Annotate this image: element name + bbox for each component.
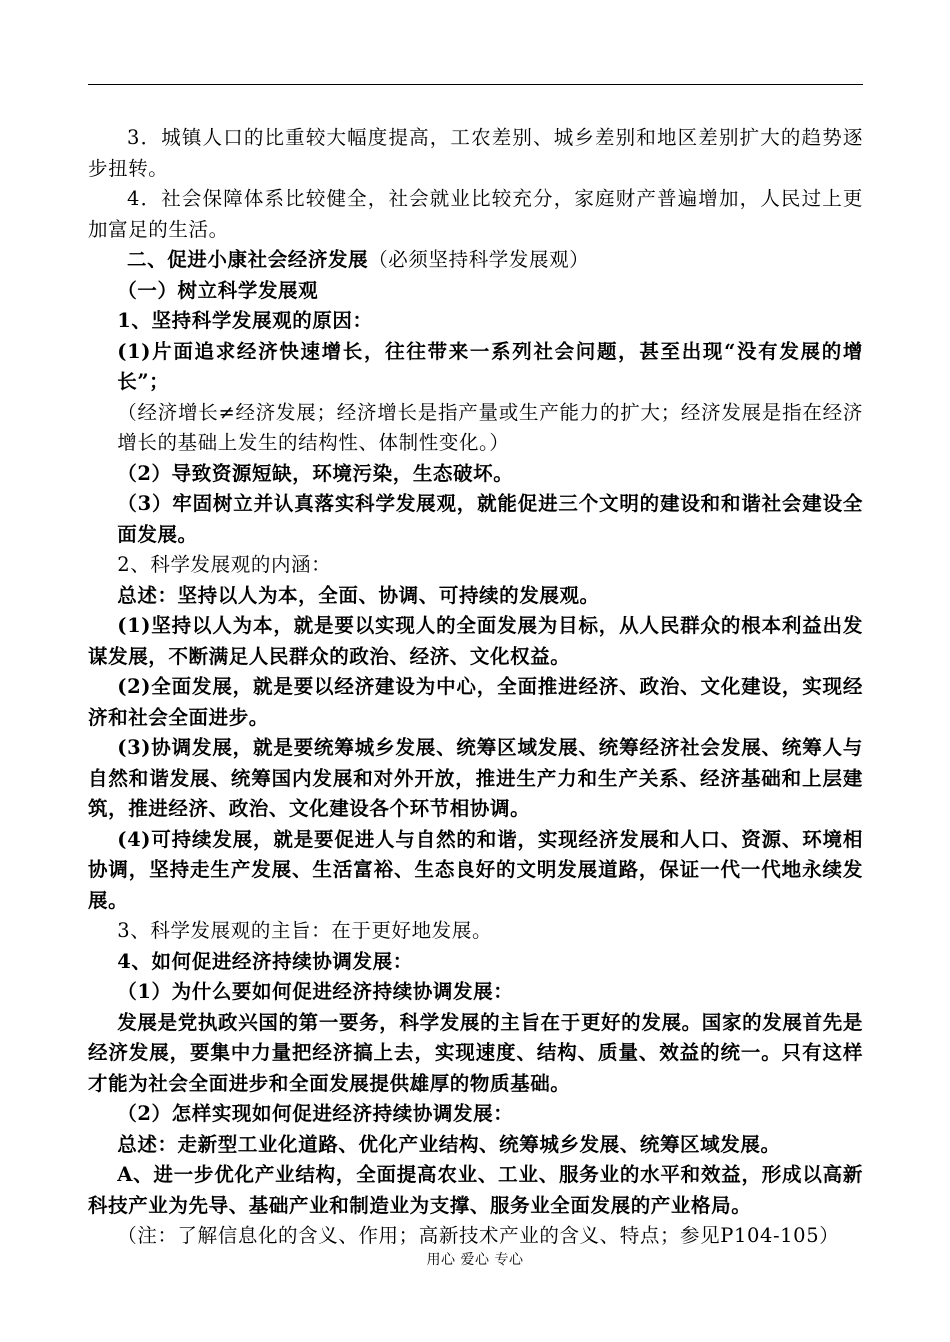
heading-purpose: 3、科学发展观的主旨：在于更好地发展。 xyxy=(117,919,493,942)
heading-connotation: 2、科学发展观的内涵： xyxy=(117,553,332,576)
paragraph-social-security: 4．社会保障体系比较健全，社会就业比较充分，家庭财产普遍增加，人民过上更加富足的生活。 xyxy=(88,187,863,241)
answer-how-note: （注：了解信息化的含义、作用；高新技术产业的含义、特点；参见P104-105） xyxy=(117,1224,840,1247)
header-rule xyxy=(88,84,863,85)
question-why: （1）为什么要如何促进经济持续协调发展： xyxy=(117,980,514,1003)
answer-how-summary: 总述：走新型工业化道路、优化产业结构、统筹城乡发展、统筹区域发展。 xyxy=(117,1132,781,1156)
document-body xyxy=(88,123,863,1252)
connotation-3: (3)协调发展，就是要统筹城乡发展、统筹区域发展、统筹经济社会发展、统筹人与自然和谐发展、统筹国内发展和对外开放，推进生产力和生产关系、经济基础和上层建筑，推进经济、政治、文化建设各个环节相协调。 xyxy=(88,736,863,820)
section-heading-2 xyxy=(88,245,863,276)
heading-reasons: 1、坚持科学发展观的原因： xyxy=(117,309,373,332)
question-how: （2）怎样实现如何促进经济持续协调发展： xyxy=(117,1102,514,1125)
page-footer: 用心 爱心 专心 xyxy=(426,1252,524,1268)
connotation-1: (1)坚持以人为本，就是要以实现人的全面发展为目标，从人民群众的根本利益出发谋发展，不断满足人民群众的政治、经济、文化权益。 xyxy=(88,614,863,668)
reason-3: （3）牢固树立并认真落实科学发展观，就能促进三个文明的建设和和谐社会建设全面发展。 xyxy=(117,492,863,546)
connotation-4: (4)可持续发展，就是要促进人与自然的和谐，实现经济发展和人口、资源、环境相协调，坚持走生产发展、生活富裕、生态良好的文明发展道路，保证一代一代地永续发展。 xyxy=(88,827,863,912)
reason-1-note: （经济增长≠经济发展；经济增长是指产量或生产能力的扩大；经济发展是指在经济增长的基础上发生的结构性、体制性变化。） xyxy=(117,400,863,454)
subsection-heading-1: （一）树立科学发展观 xyxy=(117,278,319,302)
answer-why: 发展是党执政兴国的第一要务，科学发展的主旨在于更好的发展。国家的发展首先是经济发展，要集中力量把经济搞上去，实现速度、结构、质量、效益的统一。只有这样才能为社会全面进步和全面发展提供雄厚的物质基础。 xyxy=(88,1010,863,1095)
paragraph-urbanization: 3．城镇人口的比重较大幅度提高，工农差别、城乡差别和地区差别扩大的趋势逐步扭转。 xyxy=(88,126,863,180)
reason-1: (1)片面追求经济快速增长，往往带来一系列社会问题，甚至出现“没有发展的增长”； xyxy=(117,339,863,393)
connotation-summary: 总述：坚持以人为本，全面、协调、可持续的发展观。 xyxy=(117,583,600,607)
connotation-2: (2)全面发展，就是要以经济建设为中心，全面推进经济、政治、文化建设，实现经济和社会全面进步。 xyxy=(88,675,863,729)
answer-how-a: A、进一步优化产业结构，全面提高农业、工业、服务业的水平和效益，形成以高新科技产业为先导、基础产业和制造业为支撑、服务业全面发展的产业格局。 xyxy=(88,1163,863,1217)
heading-how-to-promote: 4、如何促进经济持续协调发展： xyxy=(117,949,413,973)
reason-2: （2）导致资源短缺，环境污染，生态破坏。 xyxy=(117,461,514,485)
section-heading-2-title: 二、促进小康社会经济发展 xyxy=(127,248,369,271)
section-heading-2-note: （必须坚持科学发展观） xyxy=(368,248,590,271)
